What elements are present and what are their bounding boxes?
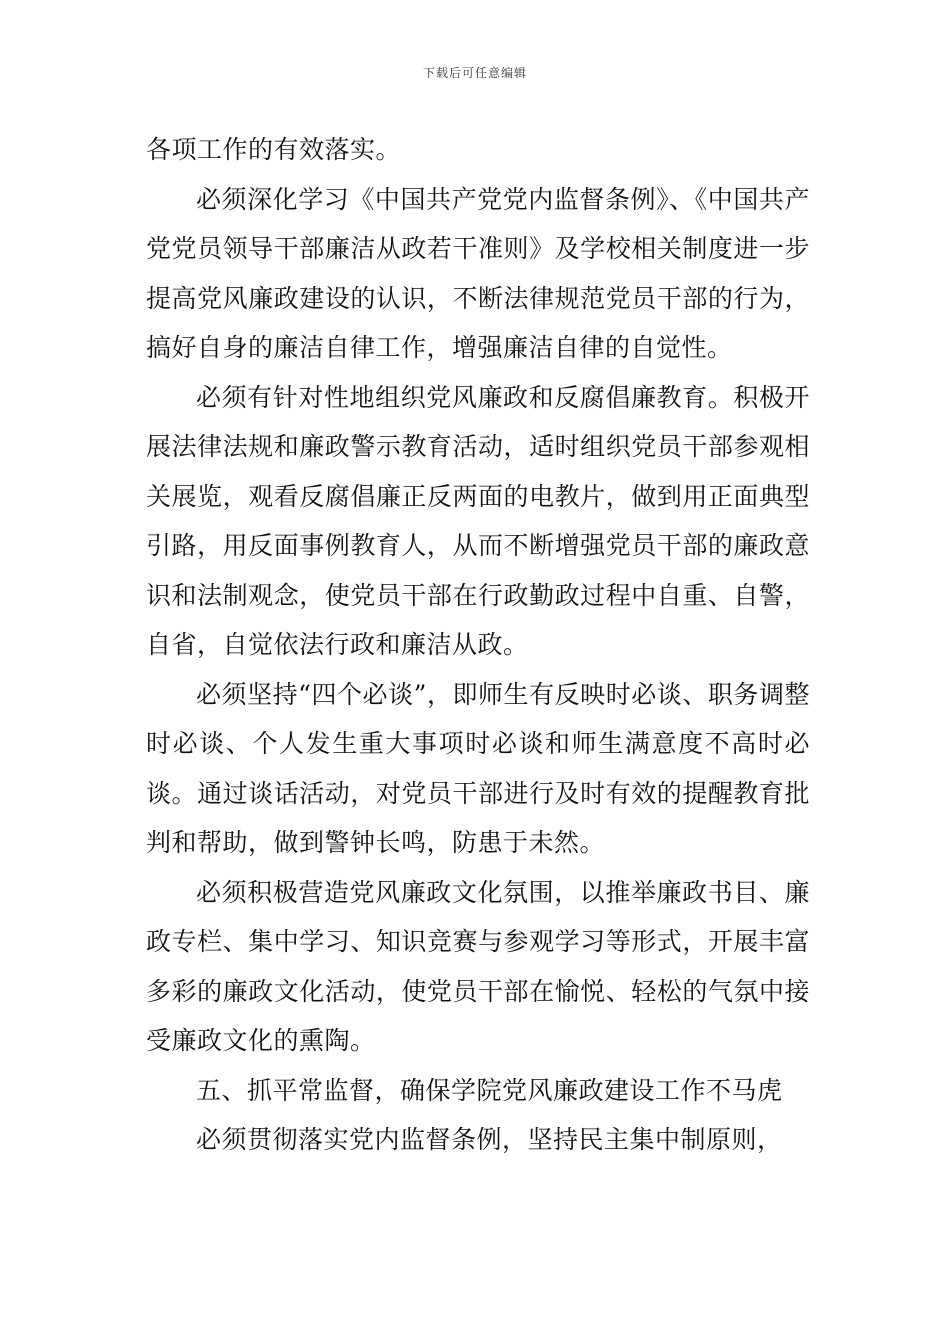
- paragraph-2: 必须深化学习《中国共产党党内监督条例》、《中国共产党党员领导干部廉洁从政若干准则》及学校相关制度进一步提高党风廉政建设的认识，不断法律规范党员干部的行为，搞好自身的廉洁自律工作，增强廉洁自律的自觉性。: [146, 184, 810, 362]
- paragraph-5: 必须积极营造党风廉政文化氛围，以推举廉政书目、廉政专栏、集中学习、知识竞赛与参观学习等形式，开展丰富多彩的廉政文化活动，使党员干部在愉悦、轻松的气氛中接受廉政文化的熏陶。: [146, 877, 810, 1055]
- paragraph-1: 各项工作的有效落实。: [146, 135, 402, 164]
- paragraph-3: 必须有针对性地组织党风廉政和反腐倡廉教育。积极开展法律法规和廉政警示教育活动，适时组织党员干部参观相关展览，观看反腐倡廉正反两面的电教片，做到用正面典型引路，用反面事例教育人，从而不断增强党员干部的廉政意识和法制观念，使党员干部在行政勤政过程中自重、自警，自省，自觉依法行政和廉洁从政。: [146, 382, 810, 659]
- document-body: [146, 125, 810, 1165]
- paragraph-7: 必须贯彻落实党内监督条例，坚持民主集中制原则，: [196, 1125, 783, 1154]
- section-heading-5: 五、抓平常监督，确保学院党风廉政建设工作不马虎: [196, 1075, 783, 1105]
- page-header-note: 下载后可任意编辑: [422, 66, 527, 80]
- paragraph-4: 必须坚持“四个必谈”，即师生有反映时必谈、职务调整时必谈、个人发生重大事项时必谈和师生满意度不高时必谈。通过谈话活动，对党员干部进行及时有效的提醒教育批判和帮助，做到警钟长鸣，防患于未然。: [146, 679, 810, 857]
